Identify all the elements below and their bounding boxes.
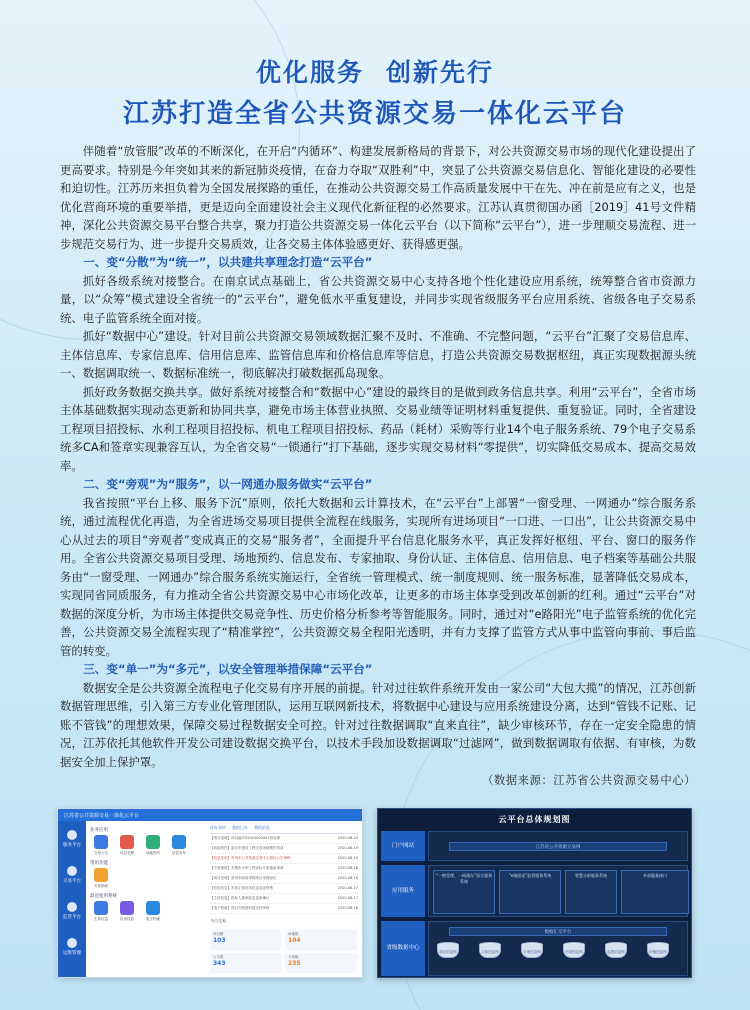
paragraph-6: 数据安全是公共资源全流程电子化交易有序开展的前提。针对过往软件系统开发由一家公司“大包大揽”的情况，江苏创新数据管理思维，引入第三方专业化管理团队，运用互联网新技术，将数据中心建设与应用系统建设分离，达到“管钱不记账、记账不管钱”的理想效果，保障交易过程数据安全可控。针对过往数据调取“直来直往”，缺少审核环节，存在一定安全隐患的情况，江苏依托其他软件开发公司建设数据交换平台，以技术手段加设数据调取“过滤网”，做到数据调取有依据、有审核，为数据安全加上保护罩。 <box>60 680 696 769</box>
app-sunshine: “e路阳光”监管服务系统 <box>499 870 561 914</box>
section-label: 常用功能 <box>90 861 108 866</box>
paragraph-intro: 伴随着“放管服”改革的不断深化，在开启“内循环”、构建发展新格局的背景下，对公共资源交易市场的现代化建设提出了更高要求。特别是今年突如其来的新冠肺炎疫情，在奋力夺取“双胜利”中，突显了公共资源交易信息化、智能化建设的必要性和迫切性。江苏历来担负着为全国发展探路的重任，在推动公共资源交易工作高质量发展中干在先、冲在前是应有之义，也是优化营商环境的重要举措，更是迈向全面建设社会主义现代化新征程的必然要求。江苏认真贯彻国办函［2019］41号文件精神，深化公共资源交易平台整合共享，聚力打造公共资源交易一体化云平台（以下简称“云平台”），进一步理顺交易流程、进一步规范交易行为、进一步提升交易质效，让各交易主体体验感更好、获得感更强。 <box>60 144 696 251</box>
section-heading-2: 二、变“旁观”为“服务”，以一网通办服务做实“云平台” <box>83 477 373 491</box>
tile-subject[interactable]: 主体信息 <box>90 901 112 922</box>
service-icon <box>67 830 77 840</box>
layer-portal <box>381 831 688 861</box>
app-onewindow: “一窗受理、一网通办”综合服务系统 <box>433 870 495 914</box>
tile-project[interactable]: 项目受理 <box>116 835 138 856</box>
ops-icon <box>67 938 77 948</box>
tab-messages[interactable]: 我的消息 <box>254 825 270 830</box>
tile-announcement[interactable]: 交易公告 <box>90 835 112 856</box>
stat-card: 项目数 103 <box>210 930 282 950</box>
paragraph-2: 抓好各级系统对接整合。在南京试点基础上，省公共资源交易中心支持各地个性化建设应用系统，统筹整合省市资源力量，以“众筹”模式建设全省统一的“云平台”，避免低水平重复建设，并同步实现省级服务平台应用系统、省级各电子交易系统、电子监管系统全面对接。 <box>60 273 696 325</box>
nav-item-trade[interactable]: 交易平台 <box>58 857 86 893</box>
tab-done[interactable]: 我的已办 <box>232 825 248 830</box>
database-icon: 主体信息库 <box>479 942 501 964</box>
database-icon: 专家信息库 <box>521 942 543 964</box>
article-body <box>60 142 696 790</box>
supervise-icon <box>67 902 77 912</box>
trade-icon <box>67 866 77 876</box>
screenshot-app-panel <box>90 825 205 973</box>
list-item[interactable]: 【项目受理】常州市政府采购项目受理登记 2020-08-18 <box>210 874 358 884</box>
list-item[interactable]: 【电子档案】项目归档资料提交待审核 2020-08-16 <box>210 904 358 914</box>
stats-caption: 今日交易 <box>210 918 226 923</box>
layer-label: 省级数据中心 <box>381 921 425 976</box>
paragraph-3: 抓好“数据中心”建设。针对目前公共资源交易领域数据汇聚不及时、不准确、不完整问题，“云平台”汇聚了交易信息库、主体信息库、专家信息库、信用信息库、监管信息库和价格信息库等信息，打造公共资源交易数据枢纽，真正实现数据源头统一、数据调取统一、数据标准统一，彻底解决打破数据孤岛现象。 <box>60 329 696 380</box>
tab-todo[interactable]: 待办事项 <box>210 825 226 830</box>
stat-card: 专家数 235 <box>285 953 357 973</box>
app-interface: 外部服务接口 <box>621 870 689 914</box>
list-item[interactable]: 【专家抽取】无锡市水利工程评标专家抽取申请 2020-08-18 <box>210 864 358 874</box>
layer-apps <box>381 865 688 917</box>
tile-venue[interactable]: 场地预约 <box>142 835 164 856</box>
title-part-a: 优化服务 <box>255 58 364 87</box>
tile-archive[interactable]: 电子档案 <box>142 901 164 922</box>
layer-datacenter <box>381 921 688 976</box>
todo-tabs <box>210 825 358 834</box>
stat-card: 公告数 343 <box>210 953 282 973</box>
tile-publish[interactable]: 信息发布 <box>168 835 190 856</box>
page-title-line2: 江苏打造全省公共资源交易一体化云平台 <box>122 99 627 129</box>
list-item[interactable]: 【项目受理】项目编号32020000001待处理 2020-08-20 <box>210 834 358 844</box>
database-icon: 项目信息库 <box>437 942 459 964</box>
nav-item-ops[interactable]: 运维管理 <box>58 929 86 965</box>
stats-grid <box>210 930 358 973</box>
page-title-line1 <box>0 53 750 89</box>
section-heading-1: 一、变“分散”为“统一”，以共建共享理念打造“云平台” <box>83 255 373 269</box>
list-item[interactable]: 【信息发布】苏州市公共资源交易中心招标公告审核 2020-08-19 <box>210 854 358 864</box>
data-source: （数据来源：江苏省公共资源交易中心） <box>481 773 696 787</box>
list-item[interactable]: 【场地预约】南京市建设工程交易场地预约申请 2020-08-19 <box>210 844 358 854</box>
portal-bar: 江苏省公共资源交易网 <box>449 842 667 851</box>
title-part-b: 创新先行 <box>386 58 495 87</box>
layer-label: 门户网站 <box>381 831 425 861</box>
stat-card: 场地数 104 <box>285 930 357 950</box>
tile-credit[interactable]: 信用信息 <box>116 901 138 922</box>
section-label: 业务应用 <box>90 828 108 833</box>
section-label: 最近使用系统 <box>90 894 117 899</box>
database-icon: 价格信息库 <box>647 942 669 964</box>
platform-plan-diagram <box>377 808 692 978</box>
platform-screenshot <box>57 808 363 978</box>
layer-label: 应用服务 <box>381 865 425 917</box>
diagram-title: 云平台总体规划图 <box>498 814 571 824</box>
app-analysis: 智慧分析服务系统 <box>565 870 617 914</box>
screenshot-sidebar <box>58 821 86 977</box>
nav-item-supervise[interactable]: 监管平台 <box>58 893 86 929</box>
screenshot-titlebar: 江苏省公共资源交易一体化云平台 <box>58 809 362 821</box>
database-icon: 信用信息库 <box>563 942 585 964</box>
screenshot-todo-panel <box>210 825 358 973</box>
paragraph-5: 我省按照“平台上移、服务下沉”原则，依托大数据和云计算技术，在“云平台”上部署“一窗受理、一网通办”综合服务系统，通过流程优化再造，为全省进场交易项目提供全流程在线服务，实现所有进场项目“一口进、一口出”，让公共资源交易中心从过去的项目“旁观者”变成真正的交易“服务者”，全面提升平台信息化服务水平，真正发挥好枢纽、平台、窗口的服务作用。全省公共资源交易项目受理、场地预约、信息发布、专家抽取、身份认证、主体信息、信用信息、电子档案等基础公共服务由“一窗受理、一网通办”综合服务系统实施运行，全省统一管理模式、统一制度规则、统一服务标准，显著降低交易成本，实现同省同质服务，有力推动全省公共资源交易中心市场化改革，让更多的市场主体享受到改革创新的红利。通过“云平台”对数据的深度分析，为市场主体提供交易竞争性、历史价格分析参考等智能服务。同时，通过对“e路阳光”电子监管系统的优化完善，公共资源交易全流程实现了“精准掌控”，公共资源交易全程阳光透明，并有力支撑了监管方式从事中监管向事前、事后监管的转变。 <box>60 495 696 658</box>
section-heading-3: 三、变“单一”为“多元”，以安全管理举措保障“云平台” <box>83 662 373 676</box>
database-icon: 监管信息库 <box>605 942 627 964</box>
list-item[interactable]: 【信用信息】市场主体信用信息变更审核 2020-08-17 <box>210 884 358 894</box>
list-item[interactable]: 【主体信息】投标人基础信息更新确认 2020-08-17 <box>210 894 358 904</box>
paragraph-4: 抓好政务数据交换共享。做好系统对接整合和“数据中心”建设的最终目的是做到政务信息共享。利用“云平台”，全省市场主体基础数据实现动态更新和协同共享，避免市场主体营业执照、交易业绩等证明材料重复提供、重复验证。同时，全省建设工程项目招投标、水利工程项目招投标、机电工程项目招投标、药品（耗材）采购等行业14个电子服务系统、79个电子交易系统多CA和签章实现兼容互认，为全省交易“一锁通行”打下基础，逐步实现交易材料“零提供”，切实降低交易成本、提高交易效率。 <box>60 384 696 473</box>
nav-item-service[interactable]: 服务平台 <box>58 821 86 857</box>
data-exchange-bar: 数据汇交平台 <box>449 927 667 936</box>
tile-expert[interactable]: 专家抽取 <box>90 868 112 889</box>
